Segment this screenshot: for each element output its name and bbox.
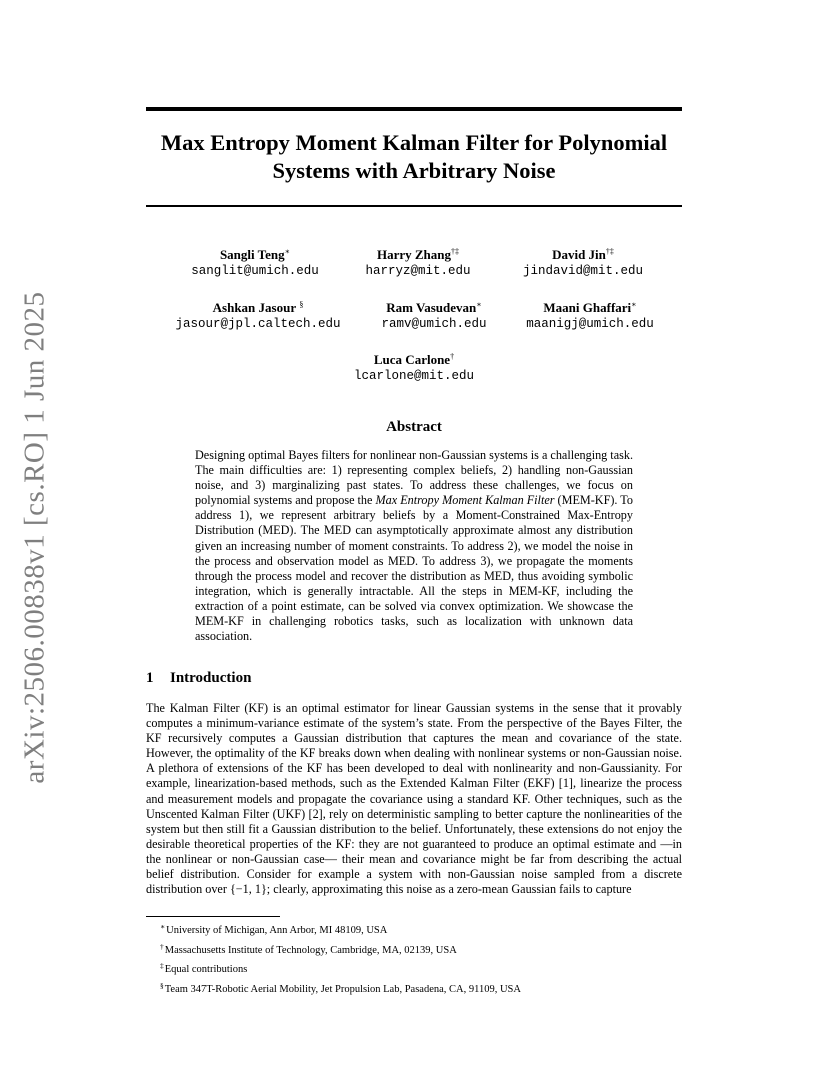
author-name: Ashkan Jasour (212, 300, 297, 315)
section-heading (146, 669, 251, 687)
author-name: Harry Zhang (376, 247, 452, 262)
affiliation-mark: ∗ (284, 247, 291, 256)
footnotes (160, 919, 682, 997)
author-email: lcarlone@mit.edu (353, 369, 475, 383)
affiliation-mark: † (450, 352, 455, 361)
author-email: ramv@umich.edu (381, 317, 487, 331)
author-name: Luca Carlone (373, 352, 451, 367)
affiliation-mark: ∗ (476, 300, 482, 309)
title-line-1: Max Entropy Moment Kalman Filter for Polynomial (160, 130, 668, 155)
author-name: David Jin (552, 247, 606, 262)
affiliation-mark: †‡ (451, 247, 460, 256)
author-email: jasour@jpl.caltech.edu (175, 317, 341, 331)
title-bottom-rule (146, 205, 682, 207)
abstract-heading: Abstract (386, 419, 442, 435)
author-email: maanigj@umich.edu (526, 317, 654, 331)
footnote-rule (146, 916, 280, 917)
title-line-2: Systems with Arbitrary Noise (272, 158, 556, 183)
arxiv-identifier: arXiv:2506.00838v1 [cs.RO] 1 Jun 2025 (18, 290, 51, 784)
section-number: 1 (146, 670, 154, 686)
footnote: †Massachusetts Institute of Technology, Cambridge, MA, 02139, USA (160, 941, 457, 956)
author-name: Sangli Teng (219, 247, 285, 262)
affiliation-mark: ∗ (631, 300, 637, 309)
author-block (314, 348, 514, 385)
author-block (483, 243, 683, 280)
title-top-rule (146, 107, 682, 111)
method-name: Max Entropy Moment Kalman Filter (375, 493, 555, 508)
author-email: harryz@mit.edu (365, 264, 471, 278)
author-email: jindavid@mit.edu (522, 264, 644, 278)
affiliation-mark: § (299, 300, 304, 309)
footnote: §Team 347T-Robotic Aerial Mobility, Jet Propulsion Lab, Pasadena, CA, 91109, USA (160, 980, 521, 995)
paper-title (146, 129, 682, 185)
author-name: Ram Vasudevan (386, 300, 477, 315)
author-name: Maani Ghaffari (543, 300, 632, 315)
arxiv-side-stamp (4, 290, 66, 784)
author-email: sanglit@umich.edu (191, 264, 319, 278)
author-block (158, 296, 358, 333)
footnote: ∗University of Michigan, Ann Arbor, MI 48109, USA (160, 922, 388, 936)
section-title: Introduction (170, 670, 252, 686)
abstract-text: Designing optimal Bayes filters for nonlinear non-Gaussian systems is a challenging task. The main difficulties are: 1) representing complex beliefs, 2) handling non-Gaussian noise, and 3) marginalizing past states. To address these challenges, we focus on polynomial systems and propose the Max Entropy Moment Kalman Filter (MEM-KF). To address 1), we represent arbitrary beliefs by a Moment-Constrained Max-Entropy Distribution (MED). The MED can asymptotically approximate almost any distribution given an increasing number of moment constraints. To address 2), we model the noise in the process and observation model as MED. To address 3), we propagate the moments through the process model and recover the distribution as MED, thus avoiding symbolic integration, which is generally intractable. All the steps in MEM-KF, including the extraction of a point estimate, can be solved via convex optimization. We showcase the MEM-KF in challenging robotics tasks, such as localization with unknown data association. (195, 448, 633, 644)
affiliation-mark: †‡ (605, 247, 614, 256)
footnote: ‡Equal contributions (160, 961, 248, 975)
author-block (490, 296, 690, 333)
introduction-text: The Kalman Filter (KF) is an optimal estimator for linear Gaussian systems in the sense that it provably computes a minimum-variance estimate of the system’s state. From the perspective of the Bayes Filter, the KF recursively computes a Gaussian distribution that captures the mean and covariance of the state. However, the optimality of the KF breaks down when dealing with nonlinear systems or non-Gaussian noise. A plethora of extensions of the KF has been developed to deal with nonlinearity and non-Gaussianity. For example, linearization-based methods, such as the Extended Kalman Filter (EKF) [1], linearize the process and measurement models and propagate the covariance using a standard KF. Other techniques, such as the Unscented Kalman Filter (UKF) [2], rely on deterministic sampling to better capture the nonlinearities of the system but then still fit a Gaussian distribution to the belief. Unfortunately, these extensions do not enjoy the desirable theoretical properties of the KF: they are not guaranteed to produce an optimal estimate and —in the nonlinear or non-Gaussian case— their mean and covariance might be far from describing the actual belief distribution. Consider for example a system with non-Gaussian noise sampled from a discrete distribution over {−1, 1}; clearly, approximating this noise as a zero-mean Gaussian fails to capture (146, 701, 682, 897)
